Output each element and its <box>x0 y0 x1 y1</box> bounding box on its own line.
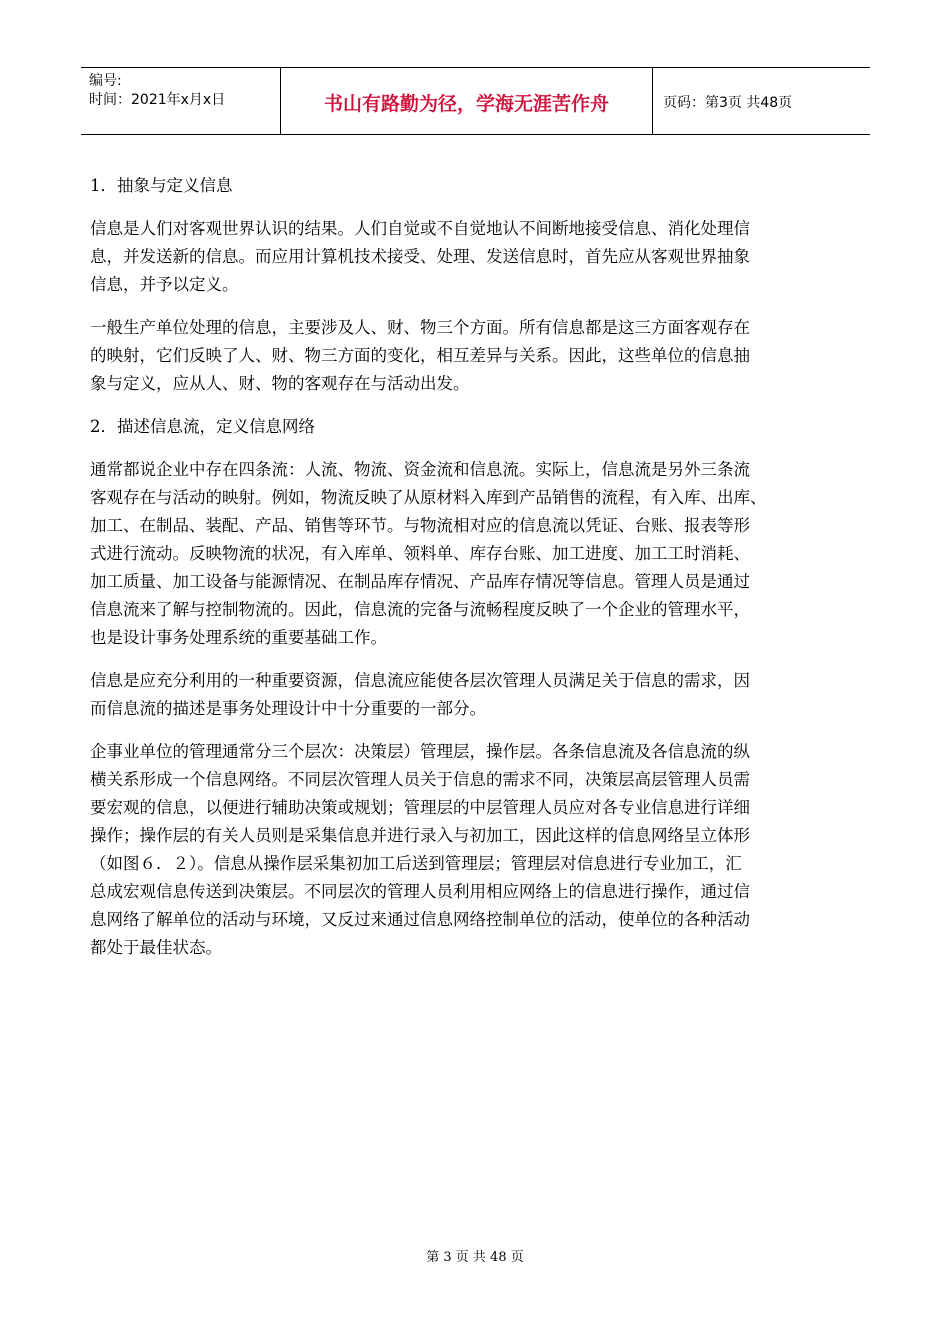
paragraph-5 <box>90 738 860 962</box>
paragraph-line: 都处于最佳状态。 <box>90 938 222 957</box>
paragraph-line: 要宏观的信息，以便进行辅助决策或规划；管理层的中层管理人员应对各专业信息进行详细 <box>90 798 750 817</box>
paragraph-line: 息网络了解单位的活动与环境，又反过来通过信息网络控制单位的活动，使单位的各种活动 <box>90 910 750 929</box>
header-meta <box>81 68 281 134</box>
paragraph-line: 息，并发送新的信息。而应用计算机技术接受、处理、发送信息时，首先应从客观世界抽象 <box>90 247 750 266</box>
paragraph-3 <box>90 456 860 652</box>
paragraph-line: 一般生产单位处理的信息，主要涉及人、财、物三个方面。所有信息都是这三方面客观存在 <box>90 318 750 337</box>
paragraph-line: 操作；操作层的有关人员则是采集信息并进行录入与初加工，因此这样的信息网络呈立体形 <box>90 826 750 845</box>
paragraph-line: 总成宏观信息传送到决策层。不同层次的管理人员利用相应网络上的信息进行操作，通过信 <box>90 882 750 901</box>
page-header <box>81 67 870 135</box>
number-label: 编号: <box>89 73 122 89</box>
paragraph-line: 客观存在与活动的映射。例如，物流反映了从原材料入库到产品销售的流程，有入库、出库、 <box>90 488 767 507</box>
paragraph-1 <box>90 215 860 299</box>
document-body <box>90 172 860 977</box>
paragraph-line: 企事业单位的管理通常分三个层次：决策层）管理层，操作层。各条信息流及各信息流的纵 <box>90 742 750 761</box>
section-heading-1: 1．抽象与定义信息 <box>90 176 233 195</box>
paragraph-line: 加工、在制品、装配、产品、销售等环节。与物流相对应的信息流以凭证、台账、报表等形 <box>90 516 750 535</box>
paragraph-2 <box>90 314 860 398</box>
paragraph-4 <box>90 667 860 723</box>
section-heading-2: 2．描述信息流，定义信息网络 <box>90 417 315 436</box>
paragraph-line: 的映射，它们反映了人、财、物三方面的变化，相互差异与关系。因此，这些单位的信息抽 <box>90 346 750 365</box>
page-footer: 第 3 页 共 48 页 <box>426 1250 524 1265</box>
paragraph-line: 象与定义，应从人、财、物的客观存在与活动出发。 <box>90 374 470 393</box>
paragraph-line: （如图６．２）。信息从操作层采集初加工后送到管理层；管理层对信息进行专业加工，汇 <box>90 854 742 873</box>
paragraph-line: 信息是应充分利用的一种重要资源，信息流应能使各层次管理人员满足关于信息的需求，因 <box>90 671 750 690</box>
paragraph-line: 也是设计事务处理系统的重要基础工作。 <box>90 628 387 647</box>
time-label: 时间：2021年x月x日 <box>89 92 226 108</box>
header-page-info: 页码：第3页 共48页 <box>663 95 793 111</box>
paragraph-line: 加工质量、加工设备与能源情况、在制品库存情况、产品库存情况等信息。管理人员是通过 <box>90 572 750 591</box>
paragraph-line: 而信息流的描述是事务处理设计中十分重要的一部分。 <box>90 699 486 718</box>
paragraph-line: 横关系形成一个信息网络。不同层次管理人员关于信息的需求不同，决策层高层管理人员需 <box>90 770 750 789</box>
paragraph-line: 通常都说企业中存在四条流：人流、物流、资金流和信息流。实际上，信息流是另外三条流 <box>90 460 750 479</box>
paragraph-line: 信息是人们对客观世界认识的结果。人们自觉或不自觉地认不间断地接受信息、消化处理信 <box>90 219 750 238</box>
paragraph-line: 式进行流动。反映物流的状况，有入库单、领料单、库存台账、加工进度、加工工时消耗、 <box>90 544 750 563</box>
paragraph-line: 信息，并予以定义。 <box>90 275 239 294</box>
paragraph-line: 信息流来了解与控制物流的。因此，信息流的完备与流畅程度反映了一个企业的管理水平， <box>90 600 750 619</box>
header-motto: 书山有路勤为径，学海无涯苦作舟 <box>281 68 653 134</box>
